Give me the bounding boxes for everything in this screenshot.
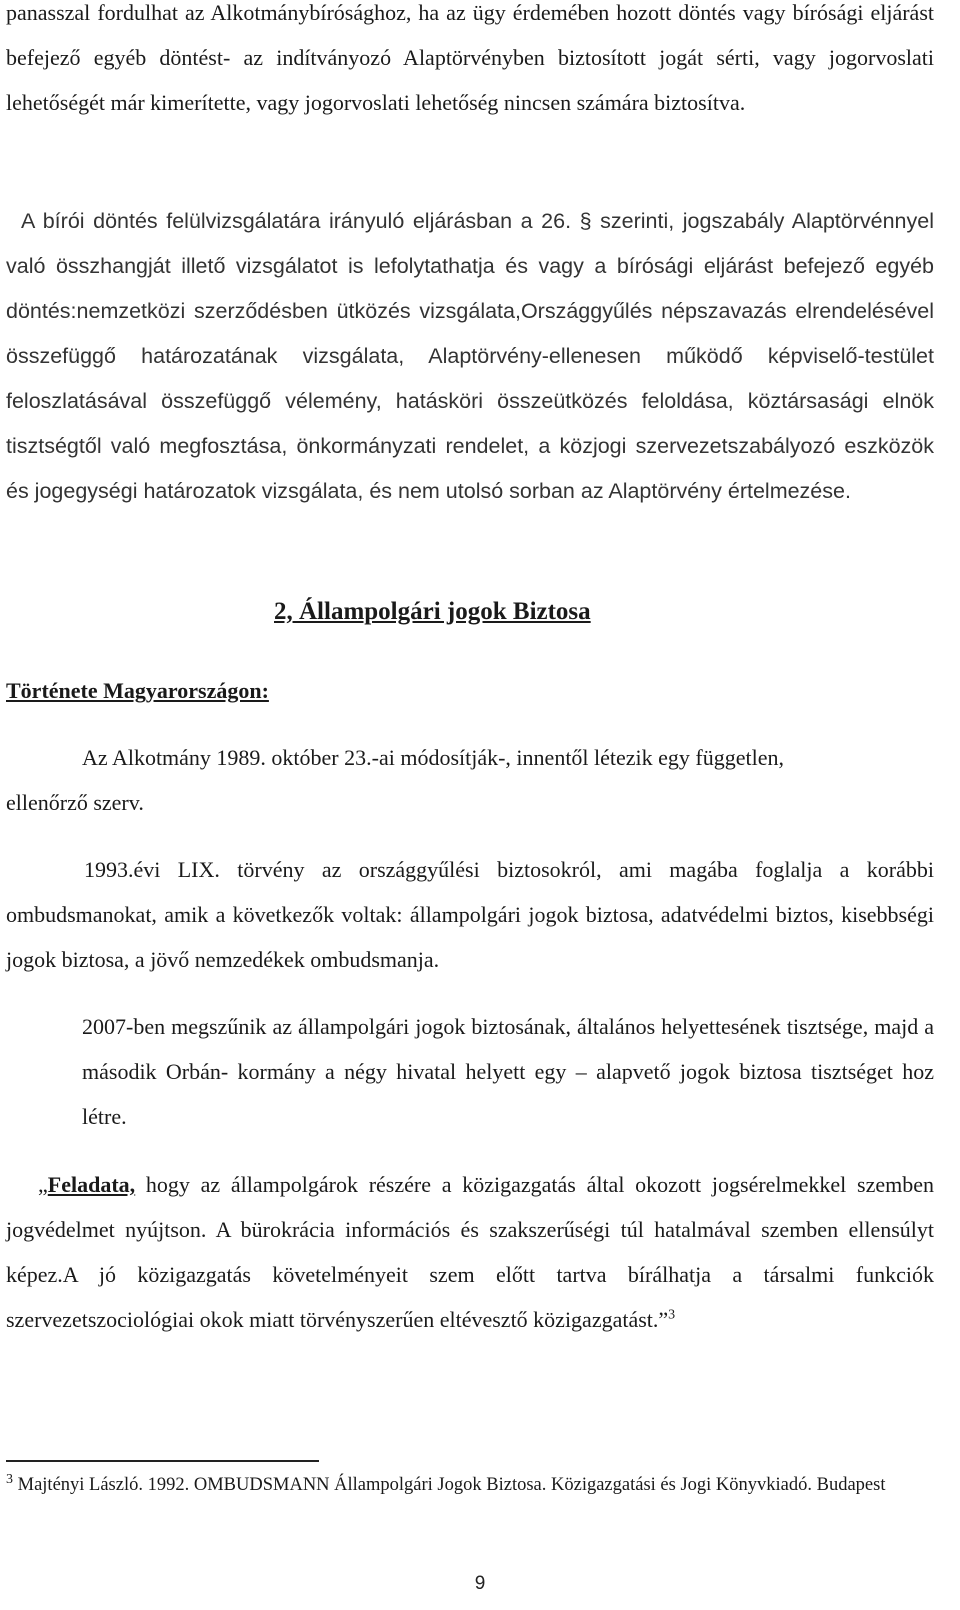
opening-quote: „ [38, 1172, 48, 1197]
paragraph-constitution [6, 735, 934, 825]
footnote-text: Majtényi László. 1992. OMBUDSMANN Állampolgári Jogok Biztosa. Közigazgatási és Jogi Könyvkiadó. Budapest [13, 1475, 886, 1495]
history-heading: Története Magyarországon: [6, 678, 269, 703]
footnote-divider [6, 1460, 319, 1462]
paragraph-task [6, 1162, 934, 1342]
footnote [6, 1473, 928, 1497]
task-text: hogy az állampolgárok részére a közigazgatás által okozott jogsérelmekkel szemben jogvédelmet nyújtson. A bürokrácia információs és szakszerűségi túl hatalmával szemben ellensúlyt képez.A jó közigazgatás követelményeit szem előtt tartva bírálhatja a társalmi funkciók szervezetszociológiai okok miatt törvényszerűen eltévesztő közigazgatást.” [6, 1172, 934, 1332]
page-number: 9 [474, 1573, 486, 1594]
paragraph-ombudsman-act: 1993.évi LIX. törvény az országgyűlési biztosokról, ami magába foglalja a korábbi ombudsmanokat, amik a következők voltak: állampolgári jogok biztosa, adatvédelmi biztos, kisebbségi jogok biztosa, a jövő nemzedékek ombudsmanja. [6, 857, 934, 972]
paragraph-judicial-review: A bírói döntés felülvizsgálatára irányuló eljárásban a 26. § szerinti, jogszabály Alaptörvénnyel való összhangját illető vizsgálatot is lefolytathatja és vagy a bírósági eljárást befejező egyéb döntés:nemzetközi szerződésben ütközés vizsgálata,Országgyűlés népszavazás elrendelésével összefüggő határozatának vizsgálata, Alaptörvény-ellenesen működő képviselő-testület feloszlatásával összefüggő vélemény, hatásköri összeütközés feloldása, köztársasági elnök tisztségtől való megfosztása, önkormányzati rendelet, a közjogi szervezetszabályozó eszközök és jogegységi határozatok vizsgálata, és nem utolsó sorban az Alaptörvény értelmezése. [6, 209, 934, 503]
paragraph-constitution-line1: Az Alkotmány 1989. október 23.-ai módosítják-, innentől létezik egy független, [82, 745, 785, 770]
footnote-reference[interactable]: 3 [668, 1307, 676, 1323]
task-label: Feladata, [47, 1172, 136, 1197]
footnote-number: 3 [6, 1471, 13, 1487]
paragraph-2007-change: 2007-ben megszűnik az állampolgári jogok biztosának, általános helyettesének tisztsége, majd a második Orbán- kormány a négy hivatal helyett egy – alapvető jogok biztosa tisztséget hoz létre. [82, 1014, 934, 1129]
paragraph-continuation: panasszal fordulhat az Alkotmánybírósághoz, ha az ügy érdemében hozott döntés vagy bírósági eljárást befejező egyéb döntést- az indítványozó Alaptörvényben biztosított jogát sérti, vagy jogorvoslati lehetőségét már kimerítette, vagy jogorvoslati lehetőség nincsen számára biztosítva. [6, 0, 934, 115]
section-heading: 2, Állampolgári jogok Biztosa [274, 598, 591, 625]
paragraph-constitution-line2: ellenőrző szerv. [6, 790, 144, 815]
